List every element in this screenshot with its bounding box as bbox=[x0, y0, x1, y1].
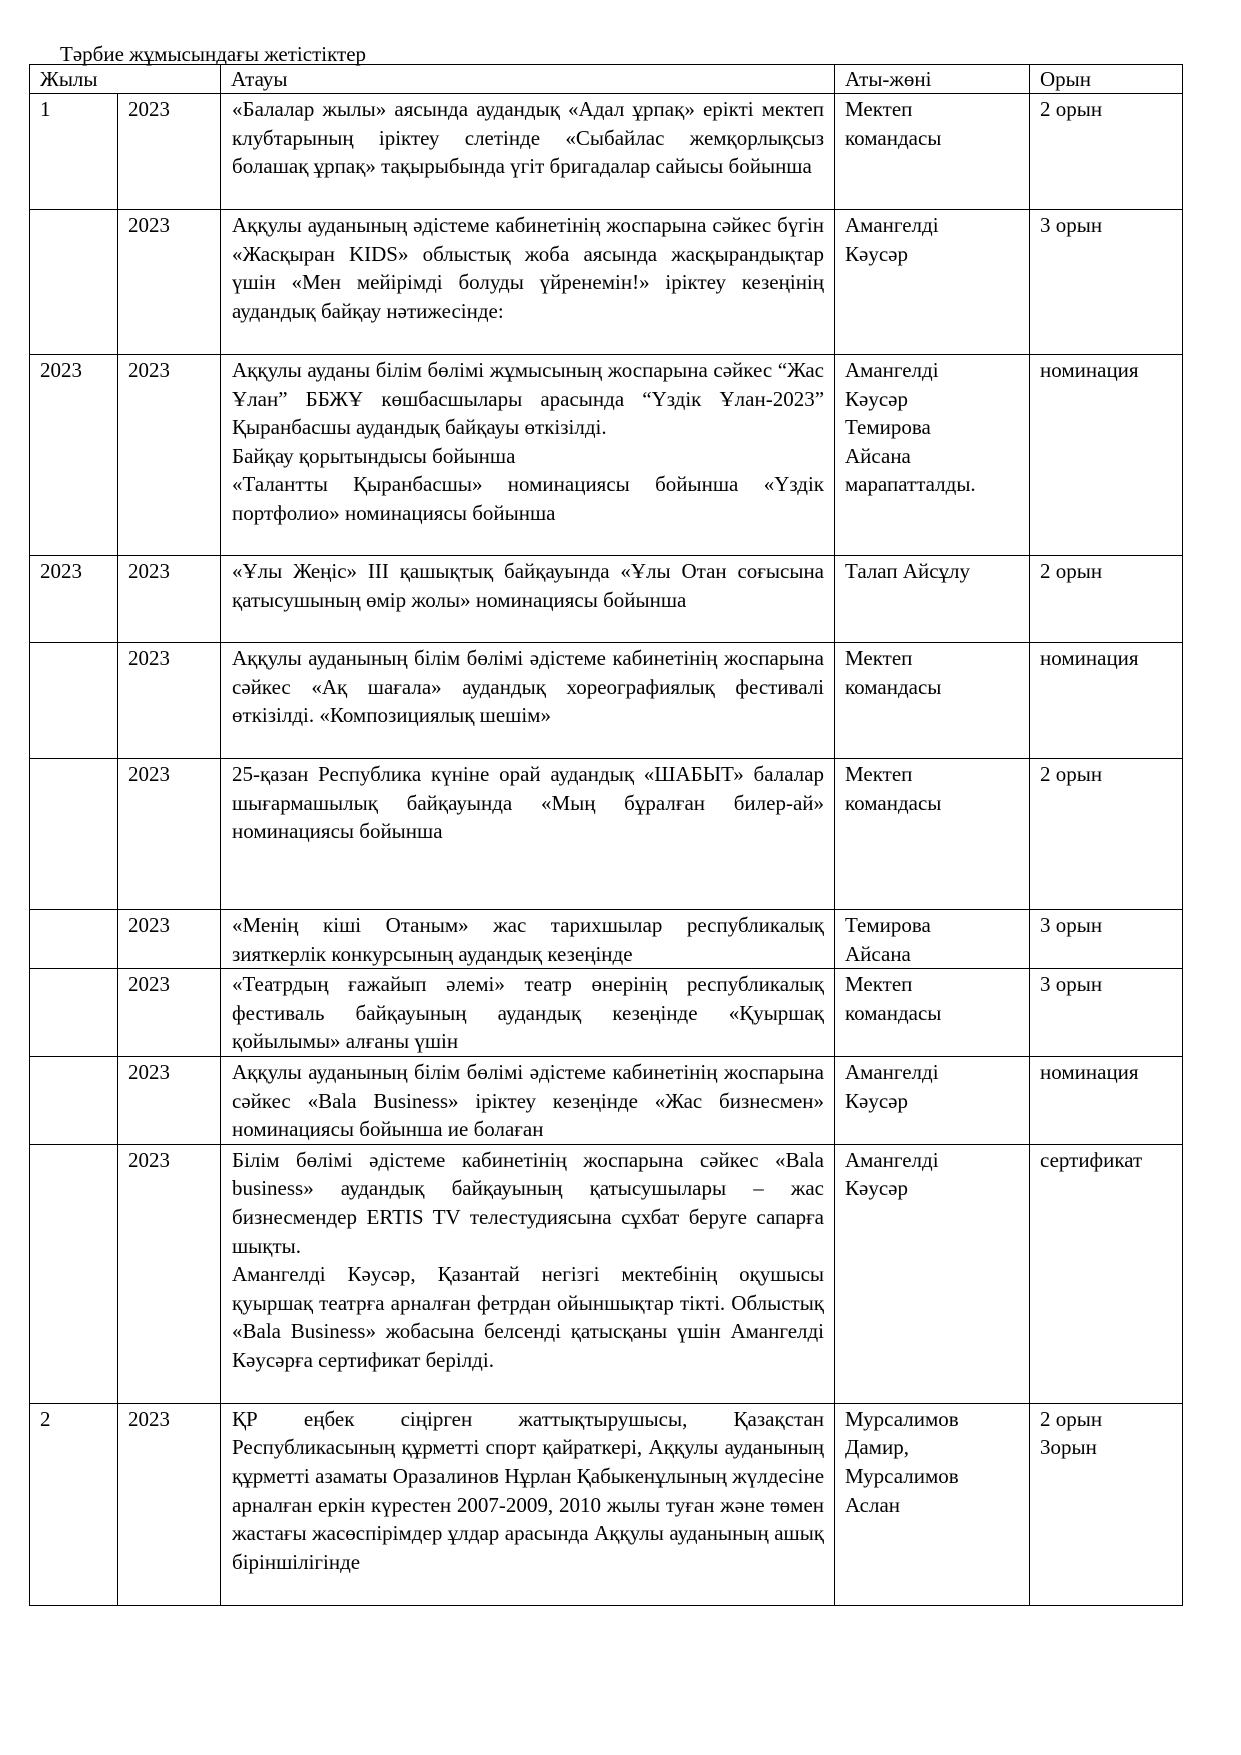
title-cell bbox=[221, 556, 835, 643]
title-paragraph: «Талантты Қыранбасшы» номинациясы бойынша «Үздік портфолио» номинациясы бойынша bbox=[232, 472, 825, 525]
row-number-cell bbox=[30, 643, 118, 759]
place-cell: номинация bbox=[1030, 1056, 1183, 1144]
table-row bbox=[30, 643, 1183, 759]
title-paragraph: «Ұлы Жеңіс» ІІІ қашықтық байқауында «Ұлы Отан соғысына қатысушының өмір жолы» номинациясы бойынша bbox=[232, 559, 825, 612]
year-cell: 2023 bbox=[118, 910, 221, 969]
place-cell: 3 орын bbox=[1030, 969, 1183, 1057]
title-paragraph: Амангелді Кәусәр, Қазантай негізгі мектебінің оқушысы қуыршақ театрға арналған фетрдан ойыншықтар тікті. Облыстық «Bala Business» жобасына белсенді қатысқаны үшін Амангелді Кәусәрға сертификат берілді. bbox=[232, 1262, 825, 1372]
row-number-cell: 2023 bbox=[30, 355, 118, 556]
title-cell bbox=[221, 355, 835, 556]
title-paragraph: «Менің кіші Отаным» жас тарихшылар республикалық зияткерлік конкурсының аудандық кезеңінде bbox=[232, 913, 825, 966]
title-cell bbox=[221, 1403, 835, 1605]
table-row bbox=[30, 759, 1183, 910]
person-cell: Амангелді Кәусәр Темирова Айсана марапатталды. bbox=[835, 355, 1030, 556]
year-cell: 2023 bbox=[118, 969, 221, 1057]
person-cell: Темирова Айсана bbox=[835, 910, 1030, 969]
title-paragraph: «Театрдың ғажайып әлемі» театр өнерінің республикалық фестиваль байқауының аудандық кезеңінде «Қуыршақ қойылымы» алғаны үшін bbox=[232, 972, 825, 1054]
place-cell: номинация bbox=[1030, 355, 1183, 556]
title-paragraph: Білім бөлімі әдістеме кабинетінің жоспарына сәйкес «Bala business» аудандық байқауының қатысушылары – жас бизнесмендер ERTIS TV телестудиясына сұхбат беруге сапарға шықты. bbox=[232, 1147, 825, 1258]
table-header-row bbox=[30, 65, 1183, 94]
place-cell: сертификат bbox=[1030, 1144, 1183, 1403]
year-cell: 2023 bbox=[118, 210, 221, 355]
person-cell: Мектеп командасы bbox=[835, 643, 1030, 759]
title-cell bbox=[221, 1056, 835, 1144]
year-cell: 2023 bbox=[118, 643, 221, 759]
table-row bbox=[30, 556, 1183, 643]
year-cell: 2023 bbox=[118, 94, 221, 210]
person-cell: Талап Айсұлу bbox=[835, 556, 1030, 643]
place-cell: 3 орын bbox=[1030, 210, 1183, 355]
title-paragraph: Байқау қорытындысы бойынша bbox=[232, 443, 516, 468]
year-cell: 2023 bbox=[118, 1403, 221, 1605]
place-cell: номинация bbox=[1030, 643, 1183, 759]
year-cell: 2023 bbox=[118, 1056, 221, 1144]
place-cell: 2 орын bbox=[1030, 556, 1183, 643]
title-paragraph: «Балалар жылы» аясында аудандық «Адал ұрпақ» ерікті мектеп клубтарының іріктеу слетінде «Сыбайлас жемқорлықсыз болашақ ұрпақ» тақырыбында үгіт бригадалар сайысы бойынша bbox=[232, 97, 825, 179]
place-cell: 2 орын 3орын bbox=[1030, 1403, 1183, 1605]
table-row bbox=[30, 910, 1183, 969]
table-row bbox=[30, 1403, 1183, 1605]
table-row bbox=[30, 210, 1183, 355]
title-cell bbox=[221, 94, 835, 210]
row-number-cell bbox=[30, 759, 118, 910]
year-cell: 2023 bbox=[118, 1144, 221, 1403]
place-cell: 3 орын bbox=[1030, 910, 1183, 969]
title-paragraph: 25-қазан Республика күніне орай аудандық «ШАБЫТ» балалар шығармашылық байқауында «Мың бұралған билер-ай» номинациясы бойынша bbox=[232, 762, 825, 844]
title-paragraph: Аққулы ауданының әдістеме кабинетінің жоспарына сәйкес бүгін «Жасқыран KIDS» облыстық жоба аясында жасқырандықтар үшін «Мен мейірімді болуды үйренемін!» іріктеу кезеңінің аудандық байқау нәтижесінде: bbox=[232, 213, 825, 323]
title-paragraph: Аққулы ауданы білім бөлімі жұмысының жоспарына сәйкес “Жас Ұлан” ББЖҰ көшбасшылары арасында “Үздік Ұлан-2023” Қыранбасшы аудандық байқауы өткізілді. bbox=[232, 358, 825, 440]
table-row bbox=[30, 1144, 1183, 1403]
title-cell bbox=[221, 969, 835, 1057]
person-cell: Амангелді Кәусәр bbox=[835, 210, 1030, 355]
place-cell: 2 орын bbox=[1030, 759, 1183, 910]
title-paragraph: Аққулы ауданының білім бөлімі әдістеме кабинетінің жоспарына сәйкес «Bala Business» іріктеу кезеңінде «Жас бизнесмен» номинациясы бойынша ие болаған bbox=[232, 1059, 825, 1142]
person-cell: Мектеп командасы bbox=[835, 759, 1030, 910]
year-cell: 2023 bbox=[118, 355, 221, 556]
table-row bbox=[30, 1056, 1183, 1144]
title-cell bbox=[221, 643, 835, 759]
person-cell: Мектеп командасы bbox=[835, 969, 1030, 1057]
achievements-table bbox=[29, 64, 1183, 1606]
header-year: Жылы bbox=[30, 65, 221, 94]
year-cell: 2023 bbox=[118, 759, 221, 910]
title-cell bbox=[221, 210, 835, 355]
row-number-cell bbox=[30, 210, 118, 355]
person-cell: Амангелді Кәусәр bbox=[835, 1056, 1030, 1144]
row-number-cell: 2 bbox=[30, 1403, 118, 1605]
title-cell bbox=[221, 1144, 835, 1403]
title-cell bbox=[221, 759, 835, 910]
document-title: Тәрбие жұмысындағы жетістіктер bbox=[60, 42, 367, 66]
person-cell: Мектеп командасы bbox=[835, 94, 1030, 210]
row-number-cell bbox=[30, 1144, 118, 1403]
table-row bbox=[30, 969, 1183, 1057]
year-cell: 2023 bbox=[118, 556, 221, 643]
row-number-cell bbox=[30, 969, 118, 1057]
title-cell bbox=[221, 910, 835, 969]
person-cell: Амангелді Кәусәр bbox=[835, 1144, 1030, 1403]
header-title: Атауы bbox=[221, 65, 835, 94]
row-number-cell: 1 bbox=[30, 94, 118, 210]
table-row bbox=[30, 94, 1183, 210]
person-cell: Мурсалимов Дамир, Мурсалимов Аслан bbox=[835, 1403, 1030, 1605]
title-paragraph: Аққулы ауданының білім бөлімі әдістеме кабинетінің жоспарына сәйкес «Ақ шағала» аудандық хореографиялық фестивалі өткізілді. «Композициялық шешім» bbox=[232, 646, 825, 728]
header-person: Аты-жөні bbox=[835, 65, 1030, 94]
header-place: Орын bbox=[1030, 65, 1183, 94]
row-number-cell bbox=[30, 910, 118, 969]
place-cell: 2 орын bbox=[1030, 94, 1183, 210]
title-paragraph: ҚР еңбек сіңірген жаттықтырушысы, Қазақстан Республикасының құрметті спорт қайраткері, Аққулы ауданының құрметті азаматы Оразалинов Нұрлан Қабыкенұлының жүлдесіне арналған еркін күрестен 2007-2009, 2010 жылы туған және төмен жастағы жасөспірімдер ұлдар арасында Аққулы ауданының ашық біріншілігінде bbox=[232, 1406, 825, 1574]
row-number-cell: 2023 bbox=[30, 556, 118, 643]
row-number-cell bbox=[30, 1056, 118, 1144]
table-row bbox=[30, 355, 1183, 556]
